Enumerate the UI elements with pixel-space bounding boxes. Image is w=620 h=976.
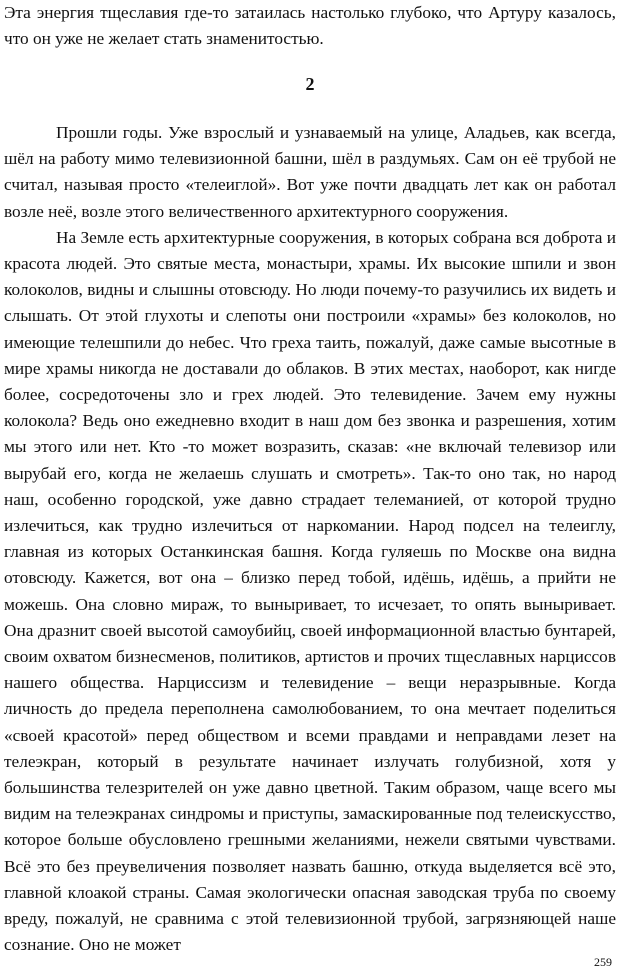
page-number: 259 <box>594 955 612 969</box>
chapter-number: 2 <box>305 74 315 94</box>
opening-paragraph: Эта энергия тщеславия где-то затаилась настолько глубоко, что Артуру казалось, что он уже не желает стать знаменитостью. <box>4 3 616 49</box>
opening-text <box>4 0 616 52</box>
chapter-body <box>4 120 616 959</box>
paragraph-1: Прошли годы. Уже взрослый и узнаваемый на улице, Аладьев, как всегда, шёл на работу мимо телевизионной башни, шёл в раздумьях. Сам он её трубой не считал, называя просто «телеиглой». Вот уже почти двадцать лет как он работал возле неё, возле этого величественного архитектурного сооружения. <box>4 123 616 221</box>
paragraph-2: На Земле есть архитектурные сооружения, в которых собрана вся доброта и красота людей. Это святые места, монастыри, храмы. Их высокие шпили и звон колоколов, видны и слышны отовсюду. Но люди почему-то разучились их видеть и слышать. От этой глухоты и слепоты они построили «храмы» без колоколов, но имеющие телешпили до небес. Что греха таить, пожалуй, даже самые высотные в мире храмы никогда не доставали до облаков. В этих местах, наоборот, как нигде более, сосредоточены зло и грех людей. Это телевидение. Зачем ему нужны колокола? Ведь оно ежедневно входит в наш дом без звонка и разрешения, хотим мы этого или нет. Кто -то может возразить, сказав: «не включай телевизор или вырубай его, когда не желаешь слушать и смотреть». Так-то оно так, но народ наш, особенно городской, уже давно страдает телеманией, от которой трудно излечиться, как трудно излечиться от наркомании. Народ подсел на телеиглу, главная из которых Останкинская башня. Когда гуляешь по Москве она видна отовсюду. Кажется, вот она – близко перед тобой, идёшь, идёшь, а прийти не можешь. Она словно мираж, то выныривает, то исчезает, то опять выныривает. Она дразнит своей высотой самоубийц, своей информационной властью бунтарей, своим охватом бизнесменов, политиков, артистов и прочих тщеславных нарциссов нашего общества. Нарциссизм и телевидение – вещи неразрывные. Когда личность до предела переполнена самолюбованием, то она мечтает поделиться «своей красотой» перед обществом и всеми правдами и неправдами лезет на телеэкран, который в результате начинает излучать голубизной, хотя у большинства телезрителей он уже давно цветной. Таким образом, чаще всего мы видим на телеэкранах синдромы и приступы, замаскированные под телеискусство, которое больше обусловлено грешными желаниями, нежели святыми чувствами. Всё это без преувеличения позволяет назвать башню, откуда выделяется всё это, главной клоакой страны. Самая экологически опасная заводская труба по своему вреду, пожалуй, не сравнима с этой телевизионной трубой, загрязняющей наше сознание. Оно не может <box>4 227 616 955</box>
